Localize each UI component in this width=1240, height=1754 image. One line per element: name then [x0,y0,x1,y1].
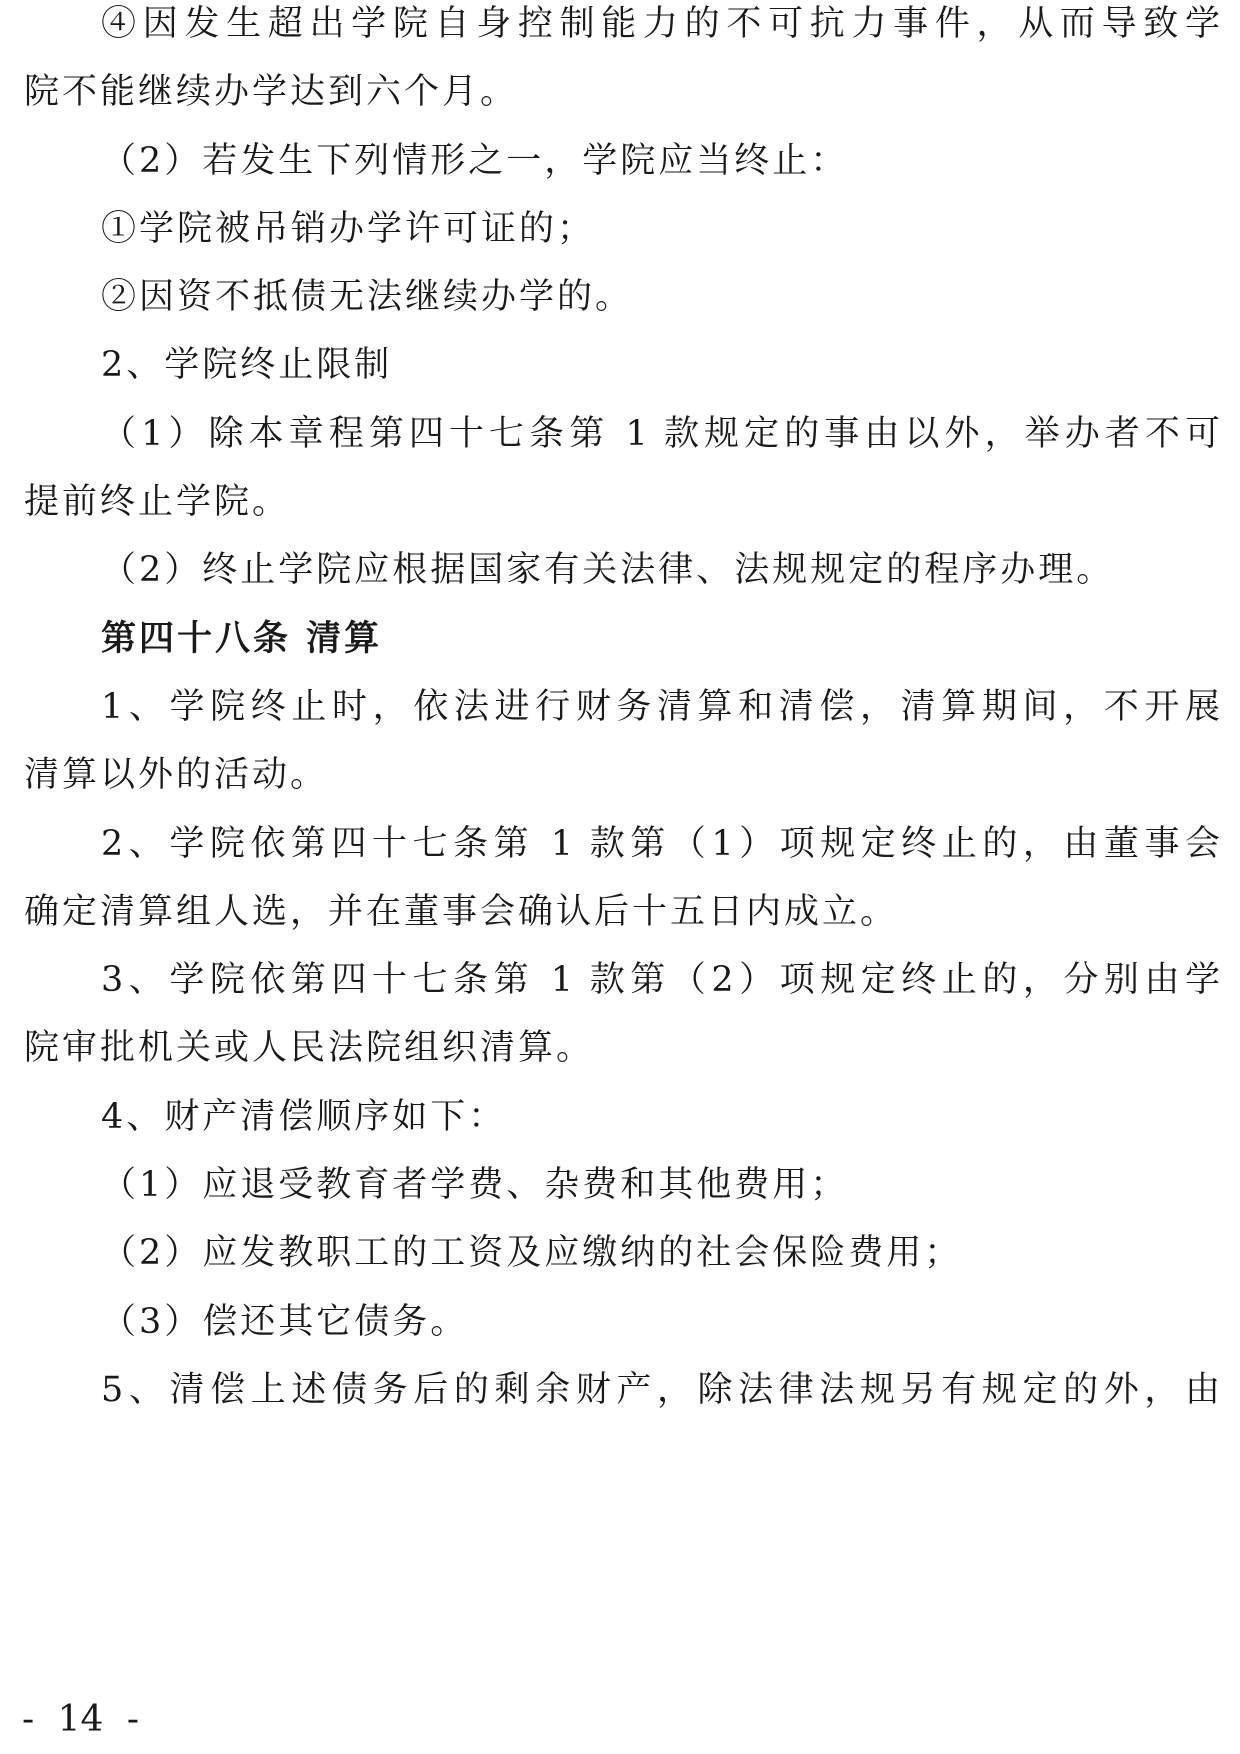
paragraph-line: ④因发生超出学院自身控制能力的不可抗力事件，从而导致学 [101,4,1220,44]
paragraph-line: 提前终止学院。 [24,482,291,523]
paragraph-line: 5、清偿上述债务后的剩余财产，除法律法规另有规定的外，由 [101,1369,1220,1410]
paragraph-line: 4、财产清偿顺序如下： [101,1096,507,1137]
paragraph-line: 确定清算组人选，并在董事会确认后十五日内成立。 [24,891,899,932]
paragraph-line: ②因资不抵债无法继续办学的。 [101,277,634,318]
paragraph-line: 院审批机关或人民法院组织清算。 [24,1028,595,1069]
page-number: - 14 - [22,1699,140,1740]
paragraph-line: （3）偿还其它债务。 [101,1301,469,1342]
paragraph-line: （2）终止学院应根据国家有关法律、法规规定的程序办理。 [101,550,1115,591]
paragraph-line: （1）除本章程第四十七条第 1 款规定的事由以外，举办者不可 [101,413,1220,454]
paragraph-line: ①学院被吊销办学许可证的； [101,208,596,249]
paragraph-line: （2）应发教职工的工资及应缴纳的社会保险费用； [101,1233,963,1274]
article-heading: 第四十八条 清算 [101,617,383,659]
paragraph-line: 2、学院依第四十七条第 1 款第（1）项规定终止的，由董事会 [101,823,1220,864]
paragraph-line: 2、学院终止限制 [101,345,393,386]
document-body [24,0,1220,1424]
paragraph-line: 院不能继续办学达到六个月。 [24,72,519,113]
paragraph-line: 1、学院终止时，依法进行财务清算和清偿，清算期间，不开展 [101,686,1220,727]
paragraph-line: （1）应退受教育者学费、杂费和其他费用； [101,1165,849,1206]
paragraph-line: （2）若发生下列情形之一，学院应当终止： [101,140,849,181]
paragraph-line: 清算以外的活动。 [24,755,329,796]
paragraph-line: 3、学院依第四十七条第 1 款第（2）项规定终止的，分别由学 [101,960,1220,1001]
